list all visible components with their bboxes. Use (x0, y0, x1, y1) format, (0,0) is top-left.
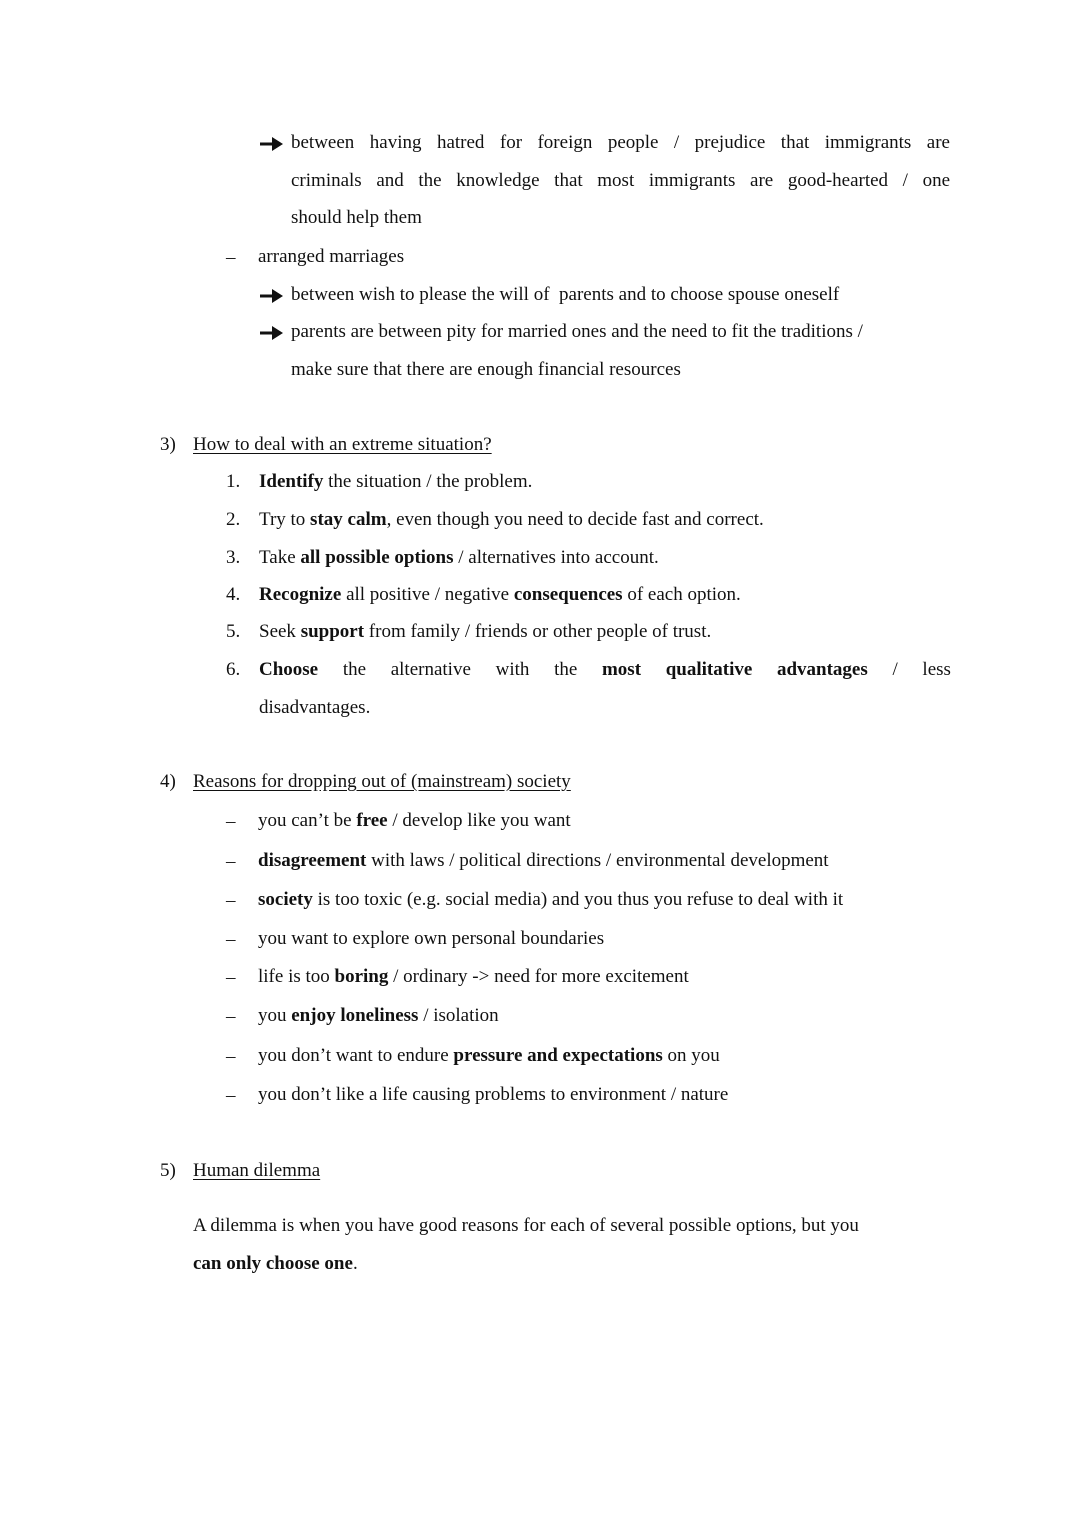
step-number: 2. (226, 509, 241, 530)
reason-text-part: with laws / political directions / environmental development (366, 850, 829, 871)
step-emphasis: stay calm (310, 509, 387, 530)
reason-item (258, 1085, 728, 1104)
step-text (259, 622, 711, 641)
reason-text-part: is too toxic (e.g. social media) and you thus you refuse to deal with it (312, 889, 844, 910)
arrow-icon (259, 134, 285, 154)
step-text-part: Try to (259, 509, 311, 530)
dilemma-emphasis: can only choose one (193, 1253, 353, 1274)
reason-text-part: on you (662, 1045, 720, 1066)
step-text-part: from family / friends or other people of trust. (364, 621, 712, 642)
word: good-hearted (787, 170, 889, 191)
section-4-heading: Reasons for dropping out of (mainstream) society (193, 771, 571, 792)
step-emphasis: Recognize (259, 584, 342, 605)
reason-text-part: / isolation (418, 1005, 499, 1026)
reason-emphasis: pressure and expectations (453, 1045, 663, 1066)
step-6-word: Choose (259, 659, 319, 680)
word: most (597, 170, 635, 191)
dash-bullet: – (226, 929, 236, 950)
word: are (750, 170, 774, 191)
word: knowledge (456, 170, 540, 191)
step-6-word: alternative (390, 659, 471, 680)
reason-text-part: life is too (258, 966, 335, 987)
step-emphasis: consequences (513, 584, 623, 605)
step-text-part: / alternatives into account. (453, 547, 659, 568)
step-emphasis: support (300, 621, 365, 642)
step-text (259, 548, 659, 567)
step-number: 1. (226, 471, 241, 492)
reason-text-part: you don’t like a life causing problems to environment / nature (258, 1084, 729, 1105)
section-5-number: 5) (160, 1160, 176, 1181)
dilemma-period: . (352, 1253, 358, 1274)
step-6-word: the (342, 659, 367, 680)
arranged-arrow-2: parents are between pity for married ones and the need to fit the traditions / (291, 321, 863, 342)
section-3-number: 3) (160, 434, 176, 455)
reason-text-part: / ordinary -> need for more excitement (388, 966, 689, 987)
word: are (926, 132, 950, 153)
continuation-line-1 (291, 133, 950, 152)
dash-bullet: – (226, 890, 236, 911)
reason-emphasis: society (258, 889, 313, 910)
step-text-part: Seek (259, 621, 301, 642)
step-number: 4. (226, 584, 241, 605)
reason-item (258, 967, 689, 986)
step-text (259, 472, 532, 491)
step-text-part: , even though you need to decide fast and correct. (386, 509, 764, 530)
step-emphasis: Identify (259, 471, 324, 492)
word: between (291, 132, 355, 153)
word: immigrants (824, 132, 912, 153)
word: that (780, 132, 810, 153)
word: / (902, 170, 908, 191)
reason-text-part: you can’t be (258, 810, 357, 831)
arranged-arrow-1: between wish to please the will of parents and to choose spouse oneself (291, 284, 840, 305)
reason-item (258, 929, 604, 948)
step-text-part: the situation / the problem. (323, 471, 533, 492)
word: immigrants (648, 170, 736, 191)
dash-bullet: – (226, 1006, 236, 1027)
step-number: 5. (226, 621, 241, 642)
reason-text-part: you want to explore own personal boundaries (258, 928, 605, 949)
dash-bullet: – (226, 1046, 236, 1067)
word: hatred (436, 132, 485, 153)
step-6-cont: disadvantages. (259, 697, 371, 718)
reason-item (258, 1006, 499, 1025)
reason-emphasis: enjoy loneliness (291, 1005, 419, 1026)
step-6-word: with (495, 659, 530, 680)
step-text-part: of each option. (622, 584, 741, 605)
reason-text-part: you don’t want to endure (258, 1045, 454, 1066)
dash-bullet: – (226, 967, 236, 988)
word: having (369, 132, 422, 153)
step-text (259, 585, 741, 604)
word: / (673, 132, 680, 153)
reason-item (258, 851, 829, 870)
reason-text-part: / develop like you want (387, 810, 571, 831)
reason-item (258, 1046, 720, 1065)
step-6-word: most (601, 659, 642, 680)
step-text-part: Take (259, 547, 301, 568)
word: and (376, 170, 404, 191)
dash-bullet: – (226, 247, 236, 268)
arranged-arrow-2-cont: make sure that there are enough financial resources (291, 359, 681, 380)
word: the (418, 170, 442, 191)
step-6-line (259, 660, 951, 679)
section-4-number: 4) (160, 771, 176, 792)
step-text (259, 510, 764, 529)
reason-emphasis: free (356, 810, 388, 831)
word: prejudice (694, 132, 766, 153)
step-6-word: qualitative (665, 659, 753, 680)
step-number: 6. (226, 659, 241, 680)
word: criminals (291, 170, 362, 191)
bullet-arranged-marriages: arranged marriages (258, 246, 405, 267)
word: people (607, 132, 659, 153)
dash-bullet: – (226, 1085, 236, 1106)
reason-text-part: you (258, 1005, 292, 1026)
section-5-heading: Human dilemma (193, 1160, 321, 1181)
dilemma-definition-line-1: A dilemma is when you have good reasons for each of several possible options, but you (193, 1215, 859, 1236)
dash-bullet: – (226, 851, 236, 872)
word: for (499, 132, 523, 153)
continuation-line-3: should help them (291, 207, 422, 228)
step-text-part: all positive / negative (341, 584, 514, 605)
step-6-word: less (922, 659, 951, 680)
dilemma-definition-line-2 (193, 1254, 358, 1273)
step-6-word: advantages (776, 659, 868, 680)
step-number: 3. (226, 547, 241, 568)
step-6-word: the (554, 659, 578, 680)
word: foreign (537, 132, 593, 153)
arrow-icon (259, 323, 285, 343)
reason-item (258, 811, 571, 830)
section-3-heading: How to deal with an extreme situation? (193, 434, 492, 455)
step-6-word: / (892, 659, 898, 680)
word: one (922, 170, 950, 191)
word: that (554, 170, 583, 191)
reason-emphasis: boring (334, 966, 389, 987)
reason-item (258, 890, 843, 909)
reason-emphasis: disagreement (258, 850, 367, 871)
dash-bullet: – (226, 811, 236, 832)
step-emphasis: all possible options (300, 547, 454, 568)
continuation-line-2 (291, 171, 950, 190)
arrow-icon (259, 286, 285, 306)
